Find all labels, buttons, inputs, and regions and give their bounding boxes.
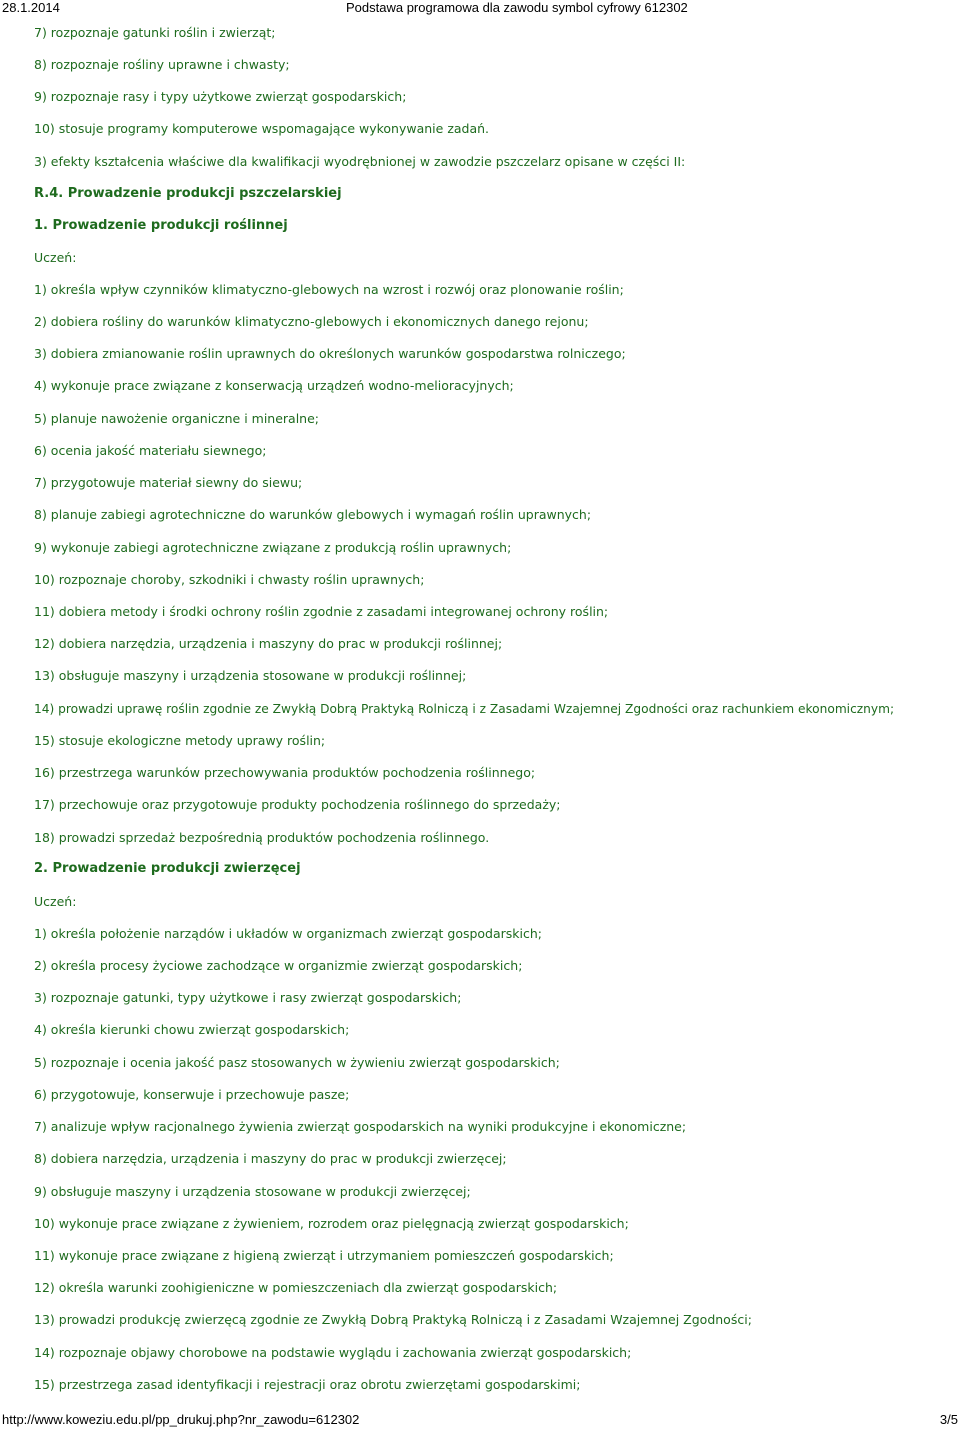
list-item: 7) przygotowuje materiał siewny do siewu; xyxy=(34,475,303,490)
subsection-heading: 1. Prowadzenie produkcji roślinnej xyxy=(34,218,288,233)
page-number: 3/5 xyxy=(939,1412,958,1427)
list-item: 14) rozpoznaje objawy chorobowe na podstawie wyglądu i zachowania zwierząt gospodarskich; xyxy=(34,1345,632,1360)
list-item: 1) określa wpływ czynników klimatyczno-glebowych na wzrost i rozwój oraz plonowanie roślin; xyxy=(34,282,624,297)
list-item: 2) dobiera rośliny do warunków klimatyczno-glebowych i ekonomicznych danego rejonu; xyxy=(34,314,589,329)
list-item: 12) określa warunki zoohigieniczne w pomieszczeniach dla zwierząt gospodarskich; xyxy=(34,1280,558,1295)
list-item: 8) planuje zabiegi agrotechniczne do warunków glebowych i wymagań roślin uprawnych; xyxy=(34,507,592,522)
list-item: 6) przygotowuje, konserwuje i przechowuje pasze; xyxy=(34,1087,350,1102)
list-item: 13) prowadzi produkcję zwierzęcą zgodnie ze Zwykłą Dobrą Praktyką Rolniczą i z Zasadami Wzajemnej Zgodności; xyxy=(34,1312,752,1327)
list-item: 18) prowadzi sprzedaż bezpośrednią produktów pochodzenia roślinnego. xyxy=(34,830,490,845)
list-item: 3) rozpoznaje gatunki, typy użytkowe i rasy zwierząt gospodarskich; xyxy=(34,990,462,1005)
list-item: 13) obsługuje maszyny i urządzenia stosowane w produkcji roślinnej; xyxy=(34,668,467,683)
list-item: 15) przestrzega zasad identyfikacji i rejestracji oraz obrotu zwierzętami gospodarskimi; xyxy=(34,1377,581,1392)
list-item: 7) rozpoznaje gatunki roślin i zwierząt; xyxy=(34,25,276,40)
paragraph: Uczeń: xyxy=(34,894,77,909)
list-item: 4) określa kierunki chowu zwierząt gospodarskich; xyxy=(34,1022,350,1037)
list-item: 7) analizuje wpływ racjonalnego żywienia zwierząt gospodarskich na wyniki produkcyjne i ekonomiczne; xyxy=(34,1119,687,1134)
list-item: 10) stosuje programy komputerowe wspomagające wykonywanie zadań. xyxy=(34,121,490,136)
list-item: 4) wykonuje prace związane z konserwacją urządzeń wodno-melioracyjnych; xyxy=(34,378,514,393)
list-item: 1) określa położenie narządów i układów w organizmach zwierząt gospodarskich; xyxy=(34,926,543,941)
list-item: 11) dobiera metody i środki ochrony roślin zgodnie z zasadami integrowanej ochrony roślin; xyxy=(34,604,609,619)
page-title: Podstawa programowa dla zawodu symbol cyfrowy 612302 xyxy=(346,0,688,15)
paragraph: Uczeń: xyxy=(34,250,77,265)
list-item: 6) ocenia jakość materiału siewnego; xyxy=(34,443,267,458)
list-item: 10) rozpoznaje choroby, szkodniki i chwasty roślin uprawnych; xyxy=(34,572,425,587)
list-item: 8) rozpoznaje rośliny uprawne i chwasty; xyxy=(34,57,290,72)
list-item: 9) obsługuje maszyny i urządzenia stosowane w produkcji zwierzęcej; xyxy=(34,1184,471,1199)
paragraph: 3) efekty kształcenia właściwe dla kwalifikacji wyodrębnionej w zawodzie pszczelarz opisane w części II: xyxy=(34,154,686,169)
list-item: 14) prowadzi uprawę roślin zgodnie ze Zwykłą Dobrą Praktyką Rolniczą i z Zasadami Wzajemnej Zgodności oraz rachunkiem ekonomicznym; xyxy=(34,702,895,716)
list-item: 2) określa procesy życiowe zachodzące w organizmie zwierząt gospodarskich; xyxy=(34,958,523,973)
list-item: 16) przestrzega warunków przechowywania produktów pochodzenia roślinnego; xyxy=(34,765,536,780)
list-item: 3) dobiera zmianowanie roślin uprawnych do określonych warunków gospodarstwa rolniczego; xyxy=(34,346,626,361)
subsection-heading: 2. Prowadzenie produkcji zwierzęcej xyxy=(34,861,301,876)
list-item: 8) dobiera narzędzia, urządzenia i maszyny do prac w produkcji zwierzęcej; xyxy=(34,1151,507,1166)
section-heading: R.4. Prowadzenie produkcji pszczelarskiej xyxy=(34,186,342,201)
page-url: http://www.koweziu.edu.pl/pp_drukuj.php?nr_zawodu=612302 xyxy=(2,1412,360,1427)
print-date: 28.1.2014 xyxy=(2,0,60,15)
list-item: 5) rozpoznaje i ocenia jakość pasz stosowanych w żywieniu zwierząt gospodarskich; xyxy=(34,1055,560,1070)
list-item: 15) stosuje ekologiczne metody uprawy roślin; xyxy=(34,733,326,748)
list-item: 12) dobiera narzędzia, urządzenia i maszyny do prac w produkcji roślinnej; xyxy=(34,636,503,651)
list-item: 9) wykonuje zabiegi agrotechniczne związane z produkcją roślin uprawnych; xyxy=(34,540,512,555)
list-item: 11) wykonuje prace związane z higieną zwierząt i utrzymaniem pomieszczeń gospodarskich; xyxy=(34,1248,614,1263)
list-item: 9) rozpoznaje rasy i typy użytkowe zwierząt gospodarskich; xyxy=(34,89,407,104)
list-item: 5) planuje nawożenie organiczne i mineralne; xyxy=(34,411,319,426)
list-item: 17) przechowuje oraz przygotowuje produkty pochodzenia roślinnego do sprzedaży; xyxy=(34,797,561,812)
list-item: 10) wykonuje prace związane z żywieniem, rozrodem oraz pielęgnacją zwierząt gospodarskich; xyxy=(34,1216,629,1231)
